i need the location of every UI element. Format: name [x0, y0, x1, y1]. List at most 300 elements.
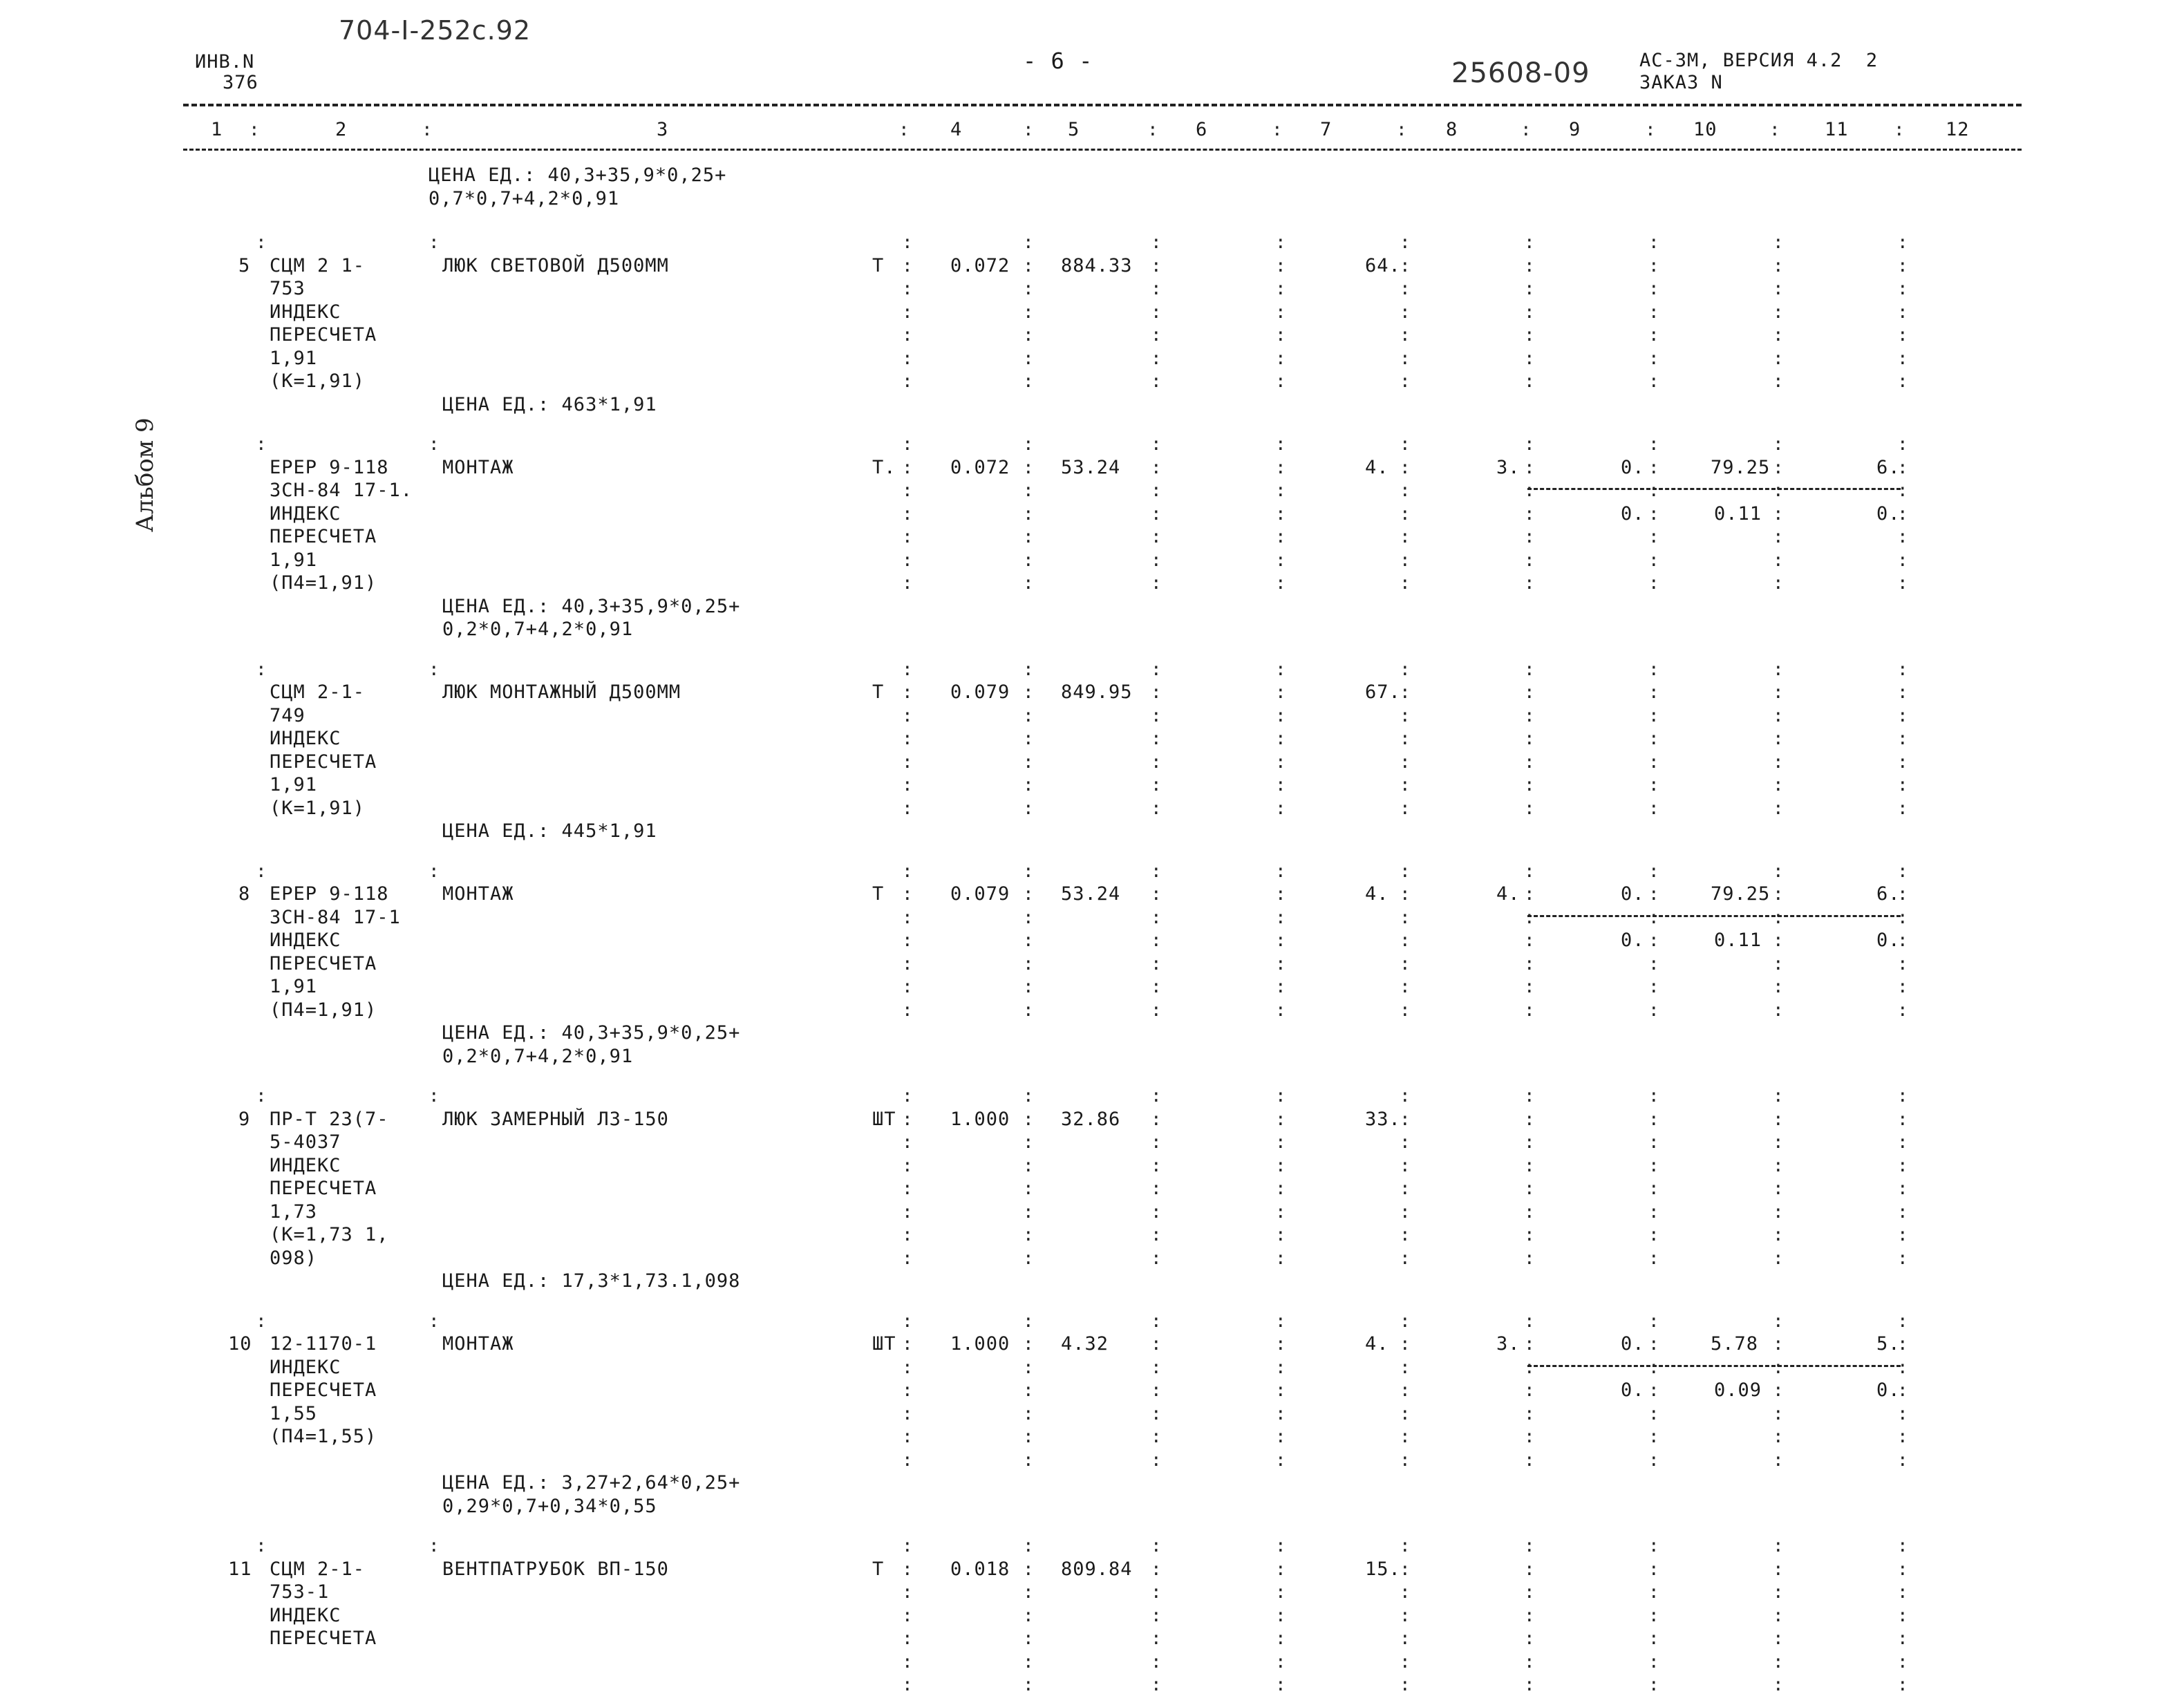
column-separator: :	[1773, 434, 1784, 455]
entry-unit: Т	[872, 254, 885, 276]
column-header-separator: :	[1396, 120, 1407, 140]
column-separator: :	[1897, 325, 1908, 346]
column-header-11: 11	[1825, 119, 1849, 140]
entry-code: ИНДЕКС	[270, 301, 341, 323]
entry-col9: 0.	[1621, 456, 1645, 478]
column-separator: :	[1524, 1247, 1535, 1269]
column-separator: :	[1524, 930, 1535, 951]
entry-unit: Т	[872, 681, 885, 703]
column-separator: :	[1773, 728, 1784, 749]
column-separator: :	[1400, 1403, 1411, 1424]
column-separator: :	[1773, 1628, 1784, 1649]
price-line: ЦЕНА ЕД.: 3,27+2,64*0,25+	[442, 1472, 741, 1494]
column-separator: :	[902, 1675, 913, 1695]
column-separator: :	[1648, 1225, 1659, 1245]
column-separator: :	[1773, 1109, 1784, 1130]
column-separator: :	[1773, 930, 1784, 951]
column-separator: :	[1648, 1582, 1659, 1603]
column-separator: :	[1648, 1201, 1659, 1223]
column-separator: :	[1773, 798, 1784, 819]
column-separator: :	[1897, 1247, 1908, 1269]
doc-code: 704-I-252с.92	[339, 15, 531, 46]
column-separator: :	[1151, 434, 1162, 455]
column-separator: :	[1275, 1109, 1286, 1130]
column-header-separator: :	[1147, 120, 1158, 140]
column-separator: :	[1151, 798, 1162, 819]
column-separator: :	[1524, 798, 1535, 819]
column-separator: :	[1275, 1247, 1286, 1269]
column-separator: :	[1897, 549, 1908, 571]
column-separator: :	[1648, 751, 1659, 773]
column-separator: :	[902, 798, 913, 819]
column-separator: :	[1151, 1155, 1162, 1176]
column-separator: :	[1275, 301, 1286, 323]
column-separator: :	[1400, 1178, 1411, 1199]
column-separator: :	[1648, 1155, 1659, 1176]
column-header-9: 9	[1569, 119, 1581, 140]
column-separator: :	[1648, 1086, 1659, 1106]
column-separator: :	[1897, 1132, 1908, 1153]
column-separator: :	[1275, 1558, 1286, 1580]
column-separator: :	[1897, 457, 1908, 478]
column-separator: :	[1023, 1225, 1034, 1245]
column-separator: :	[902, 705, 913, 726]
column-separator: :	[1773, 884, 1784, 905]
entry-number: 9	[238, 1108, 251, 1130]
column-separator: :	[902, 860, 913, 882]
column-separator: :	[1773, 480, 1784, 501]
column-separator: :	[1151, 1225, 1162, 1245]
entry-col12: 6.	[1876, 456, 1901, 478]
price-line: ЦЕНА ЕД.: 17,3*1,73.1,098	[442, 1270, 741, 1292]
column-separator: :	[1275, 884, 1286, 905]
column-separator: :	[1400, 1225, 1411, 1245]
entry-col10: 5.78	[1711, 1333, 1759, 1355]
column-separator: :	[1897, 1225, 1908, 1245]
column-separator: :	[1023, 1155, 1034, 1176]
column-separator: :	[1773, 1310, 1784, 1332]
column-separator: :	[1524, 884, 1535, 905]
column-separator: :	[1275, 728, 1286, 749]
column-header-separator: :	[1769, 120, 1780, 140]
column-separator: :	[1275, 1403, 1286, 1424]
entry-col12: 6.	[1876, 883, 1901, 905]
column-separator: :	[1400, 930, 1411, 951]
entry-code: ЕРЕР 9-118	[270, 883, 389, 905]
column-separator: :	[1275, 480, 1286, 501]
column-header-8: 8	[1446, 119, 1458, 140]
column-separator: :	[1275, 1357, 1286, 1378]
column-separator: :	[1400, 1628, 1411, 1649]
column-separator: :	[902, 728, 913, 749]
subtotal-divider	[1527, 488, 1901, 490]
column-separator: :	[1400, 798, 1411, 819]
column-separator: :	[1400, 1449, 1411, 1471]
price-line: ЦЕНА ЕД.: 463*1,91	[442, 393, 657, 415]
column-separator: :	[1151, 1310, 1162, 1332]
column-separator: :	[1773, 1558, 1784, 1580]
column-separator: :	[1023, 1310, 1034, 1332]
column-separator: :	[1400, 1582, 1411, 1603]
column-separator: :	[1773, 1357, 1784, 1378]
column-separator: :	[1023, 325, 1034, 346]
column-separator: :	[1275, 1178, 1286, 1199]
column-separator: :	[1897, 977, 1908, 997]
column-separator: :	[1524, 348, 1535, 369]
price-line: 0,29*0,7+0,34*0,55	[442, 1495, 657, 1517]
column-separator: :	[1400, 953, 1411, 974]
column-separator: :	[1275, 1201, 1286, 1223]
column-separator: :	[1773, 1675, 1784, 1695]
entry-code: ИНДЕКС	[270, 1356, 341, 1378]
column-separator: :	[1897, 1628, 1908, 1649]
column-separator: :	[1151, 659, 1162, 680]
column-separator: :	[1897, 1310, 1908, 1332]
column-separator: :	[1275, 1155, 1286, 1176]
column-separator: :	[1023, 1628, 1034, 1649]
column-separator: :	[902, 1558, 913, 1580]
column-header-12: 12	[1946, 119, 1970, 140]
column-separator: :	[1773, 371, 1784, 392]
entry-col9: 0.	[1621, 1333, 1645, 1355]
column-separator: :	[256, 1310, 267, 1332]
entry-price: 809.84	[1061, 1558, 1133, 1580]
column-separator: :	[1773, 1132, 1784, 1153]
column-separator: :	[1897, 705, 1908, 726]
column-separator: :	[1648, 1357, 1659, 1378]
column-separator: :	[1897, 434, 1908, 455]
column-separator: :	[1648, 1380, 1659, 1401]
column-separator: :	[1897, 527, 1908, 547]
column-separator: :	[1023, 1403, 1034, 1424]
column-separator: :	[1023, 1651, 1034, 1673]
column-separator: :	[1897, 999, 1908, 1021]
column-separator: :	[1023, 1247, 1034, 1269]
entry-code: 1,91	[270, 774, 318, 795]
column-separator: :	[1151, 457, 1162, 478]
column-separator: :	[1897, 1380, 1908, 1401]
entry-code: 098)	[270, 1247, 318, 1269]
column-separator: :	[1773, 1380, 1784, 1401]
entry-code: 753-1	[270, 1581, 330, 1603]
column-separator: :	[1400, 1675, 1411, 1695]
column-separator: :	[1275, 1310, 1286, 1332]
column-separator: :	[1897, 1334, 1908, 1355]
entry-code: ИНДЕКС	[270, 502, 341, 525]
column-separator: :	[1400, 1605, 1411, 1626]
column-separator: :	[1773, 907, 1784, 928]
column-separator: :	[902, 348, 913, 369]
entry-sub-col12: 0.	[1876, 1379, 1901, 1401]
column-separator: :	[1648, 775, 1659, 795]
column-separator: :	[1648, 860, 1659, 882]
column-separator: :	[429, 434, 440, 455]
column-separator: :	[1023, 1334, 1034, 1355]
column-separator: :	[902, 549, 913, 571]
entry-code: ИНДЕКС	[270, 1154, 341, 1176]
column-separator: :	[1023, 255, 1034, 276]
column-separator: :	[1524, 527, 1535, 547]
column-separator: :	[1151, 279, 1162, 299]
entry-code: ПЕРЕСЧЕТА	[270, 324, 377, 346]
column-separator: :	[1773, 1247, 1784, 1269]
column-separator: :	[1648, 728, 1659, 749]
column-separator: :	[1400, 348, 1411, 369]
column-separator: :	[1275, 860, 1286, 882]
column-separator: :	[1524, 860, 1535, 882]
entry-code: 1,91	[270, 347, 318, 369]
column-separator: :	[1773, 705, 1784, 726]
column-separator: :	[1275, 348, 1286, 369]
column-separator: :	[429, 659, 440, 680]
column-separator: :	[1023, 907, 1034, 928]
entry-col9: 0.	[1621, 883, 1645, 905]
column-separator: :	[1524, 1334, 1535, 1355]
column-separator: :	[1897, 884, 1908, 905]
entry-qty: 0.018	[950, 1558, 1010, 1580]
column-separator: :	[1275, 1132, 1286, 1153]
entry-sub-col10: 0.09	[1714, 1379, 1762, 1401]
column-separator: :	[1275, 907, 1286, 928]
column-separator: :	[902, 884, 913, 905]
column-separator: :	[1897, 1357, 1908, 1378]
column-separator: :	[1151, 1357, 1162, 1378]
column-separator: :	[902, 1178, 913, 1199]
column-separator: :	[1648, 1247, 1659, 1269]
order-label: ЗАКАЗ N	[1639, 72, 1723, 93]
entry-price: 53.24	[1061, 456, 1121, 478]
entry-col7: 4.	[1365, 883, 1389, 905]
entry-code: ЕРЕР 9-118	[270, 456, 389, 478]
column-separator: :	[1275, 682, 1286, 703]
column-separator: :	[1400, 1086, 1411, 1106]
column-separator: :	[1275, 751, 1286, 773]
column-separator: :	[1897, 728, 1908, 749]
column-separator: :	[1023, 549, 1034, 571]
entry-col7: 15.	[1365, 1558, 1401, 1580]
column-separator: :	[902, 930, 913, 951]
entry-code: ПЕРЕСЧЕТА	[270, 751, 377, 773]
entry-qty: 0.072	[950, 456, 1010, 478]
column-separator: :	[902, 1628, 913, 1649]
column-separator: :	[1773, 232, 1784, 253]
side-album-label: Альбом 9	[131, 417, 159, 532]
column-separator: :	[1275, 255, 1286, 276]
column-separator: :	[1897, 232, 1908, 253]
column-separator: :	[1897, 751, 1908, 773]
entry-col7: 4.	[1365, 456, 1389, 478]
column-header-separator: :	[1023, 120, 1034, 140]
subtotal-divider	[1527, 915, 1901, 917]
column-separator: :	[1897, 1675, 1908, 1695]
column-header-4: 4	[950, 119, 963, 140]
entry-code: 1,91	[270, 976, 318, 997]
column-separator: :	[1023, 573, 1034, 594]
column-separator: :	[1151, 1651, 1162, 1673]
column-separator: :	[1151, 705, 1162, 726]
column-separator: :	[902, 1225, 913, 1245]
column-separator: :	[1023, 1109, 1034, 1130]
column-separator: :	[1151, 503, 1162, 525]
entry-code: 753	[270, 278, 305, 299]
price-line: ЦЕНА ЕД.: 40,3+35,9*0,25+	[429, 164, 727, 186]
column-separator: :	[1773, 549, 1784, 571]
column-separator: :	[1151, 1558, 1162, 1580]
column-separator: :	[1773, 255, 1784, 276]
column-separator: :	[1897, 1651, 1908, 1673]
column-separator: :	[1151, 1086, 1162, 1106]
column-separator: :	[1897, 1536, 1908, 1556]
column-separator: :	[1773, 1605, 1784, 1626]
entry-qty: 0.072	[950, 254, 1010, 276]
column-separator: :	[1151, 1403, 1162, 1424]
column-separator: :	[902, 503, 913, 525]
column-separator: :	[1648, 232, 1659, 253]
column-separator: :	[1524, 1558, 1535, 1580]
column-separator: :	[1773, 1086, 1784, 1106]
entry-col7: 67.	[1365, 681, 1401, 703]
price-line: 0,7*0,7+4,2*0,91	[429, 187, 620, 209]
column-separator: :	[1648, 301, 1659, 323]
column-separator: :	[1773, 1201, 1784, 1223]
column-separator: :	[1524, 1310, 1535, 1332]
column-separator: :	[1897, 930, 1908, 951]
column-separator: :	[1524, 682, 1535, 703]
column-separator: :	[1151, 1380, 1162, 1401]
column-separator: :	[1400, 549, 1411, 571]
column-separator: :	[1275, 1380, 1286, 1401]
column-separator: :	[1400, 1357, 1411, 1378]
column-separator: :	[1648, 1403, 1659, 1424]
entry-code: ПЕРЕСЧЕТА	[270, 952, 377, 974]
entry-code: ПЕРЕСЧЕТА	[270, 1628, 377, 1649]
column-separator: :	[1400, 682, 1411, 703]
column-separator: :	[1400, 434, 1411, 455]
column-separator: :	[1897, 348, 1908, 369]
column-separator: :	[1897, 301, 1908, 323]
column-separator: :	[1524, 1403, 1535, 1424]
column-separator: :	[429, 232, 440, 253]
column-separator: :	[902, 1426, 913, 1447]
column-separator: :	[1524, 751, 1535, 773]
column-separator: :	[1524, 434, 1535, 455]
column-separator: :	[902, 1132, 913, 1153]
column-separator: :	[1400, 573, 1411, 594]
column-separator: :	[1023, 930, 1034, 951]
column-separator: :	[1400, 371, 1411, 392]
column-separator: :	[256, 659, 267, 680]
column-separator: :	[1151, 1109, 1162, 1130]
column-separator: :	[1023, 301, 1034, 323]
column-separator: :	[1400, 1334, 1411, 1355]
entry-sub-col9: 0.	[1621, 930, 1645, 951]
column-separator: :	[1023, 457, 1034, 478]
column-separator: :	[902, 371, 913, 392]
system-version: АС-3М, ВЕРСИЯ 4.2 2	[1639, 50, 1879, 71]
column-separator: :	[1275, 573, 1286, 594]
column-separator: :	[1400, 1651, 1411, 1673]
subtotal-divider	[1527, 1365, 1901, 1367]
column-header-7: 7	[1320, 119, 1333, 140]
column-separator: :	[1151, 751, 1162, 773]
column-separator: :	[1275, 953, 1286, 974]
column-header-separator: :	[898, 120, 910, 140]
entry-code: 749	[270, 704, 305, 726]
column-separator: :	[1648, 549, 1659, 571]
column-separator: :	[1524, 1086, 1535, 1106]
entry-col7: 64.	[1365, 254, 1401, 276]
column-separator: :	[1151, 348, 1162, 369]
column-separator: :	[1648, 1449, 1659, 1471]
column-separator: :	[1400, 751, 1411, 773]
column-separator: :	[1773, 301, 1784, 323]
column-separator: :	[1524, 999, 1535, 1021]
column-separator: :	[1648, 573, 1659, 594]
column-separator: :	[1275, 1605, 1286, 1626]
entry-name: ВЕНТПАТРУБОК ВП-150	[442, 1558, 669, 1580]
entry-name: ЛЮК МОНТАЖНЫЙ Д500ММ	[442, 681, 681, 703]
column-separator: :	[1648, 503, 1659, 525]
entry-sub-col10: 0.11	[1714, 502, 1762, 525]
column-separator: :	[1023, 705, 1034, 726]
column-separator: :	[1648, 884, 1659, 905]
column-separator: :	[902, 255, 913, 276]
column-separator: :	[1524, 705, 1535, 726]
price-line: ЦЕНА ЕД.: 40,3+35,9*0,25+	[442, 595, 741, 617]
doc-number: 25608-09	[1451, 57, 1590, 89]
column-separator: :	[1524, 457, 1535, 478]
entry-price: 849.95	[1061, 681, 1133, 703]
column-separator: :	[1897, 1605, 1908, 1626]
entry-code: СЦМ 2-1-	[270, 1558, 366, 1580]
column-separator: :	[1400, 503, 1411, 525]
column-separator: :	[1897, 659, 1908, 680]
column-separator: :	[902, 1651, 913, 1673]
entry-name: МОНТАЖ	[442, 456, 514, 478]
entry-code: (К=1,91)	[270, 370, 366, 392]
column-separator: :	[1773, 1403, 1784, 1424]
column-separator: :	[902, 1310, 913, 1332]
entry-name: ЛЮК ЗАМЕРНЫЙ ЛЗ-150	[442, 1108, 669, 1130]
column-separator: :	[902, 1449, 913, 1471]
column-separator: :	[1023, 1449, 1034, 1471]
column-separator: :	[1773, 1426, 1784, 1447]
column-separator: :	[1275, 1536, 1286, 1556]
column-separator: :	[1151, 371, 1162, 392]
column-separator: :	[1151, 1536, 1162, 1556]
entry-code: ЗСН-84 17-1	[270, 906, 401, 928]
column-separator: :	[1773, 977, 1784, 997]
column-separator: :	[1023, 1605, 1034, 1626]
column-separator: :	[1524, 907, 1535, 928]
column-separator: :	[1773, 1225, 1784, 1245]
page-number: - 6 -	[1023, 48, 1093, 74]
column-separator: :	[1897, 682, 1908, 703]
column-separator: :	[1151, 728, 1162, 749]
column-separator: :	[1400, 728, 1411, 749]
column-separator: :	[1773, 999, 1784, 1021]
column-separator: :	[1773, 348, 1784, 369]
column-separator: :	[1151, 301, 1162, 323]
column-separator: :	[1773, 860, 1784, 882]
entry-code: (К=1,73 1,	[270, 1224, 389, 1245]
entry-code: 1,73	[270, 1200, 318, 1223]
column-separator: :	[1897, 1403, 1908, 1424]
column-separator: :	[1648, 371, 1659, 392]
column-separator: :	[1524, 775, 1535, 795]
column-separator: :	[1023, 371, 1034, 392]
column-separator: :	[902, 1201, 913, 1223]
